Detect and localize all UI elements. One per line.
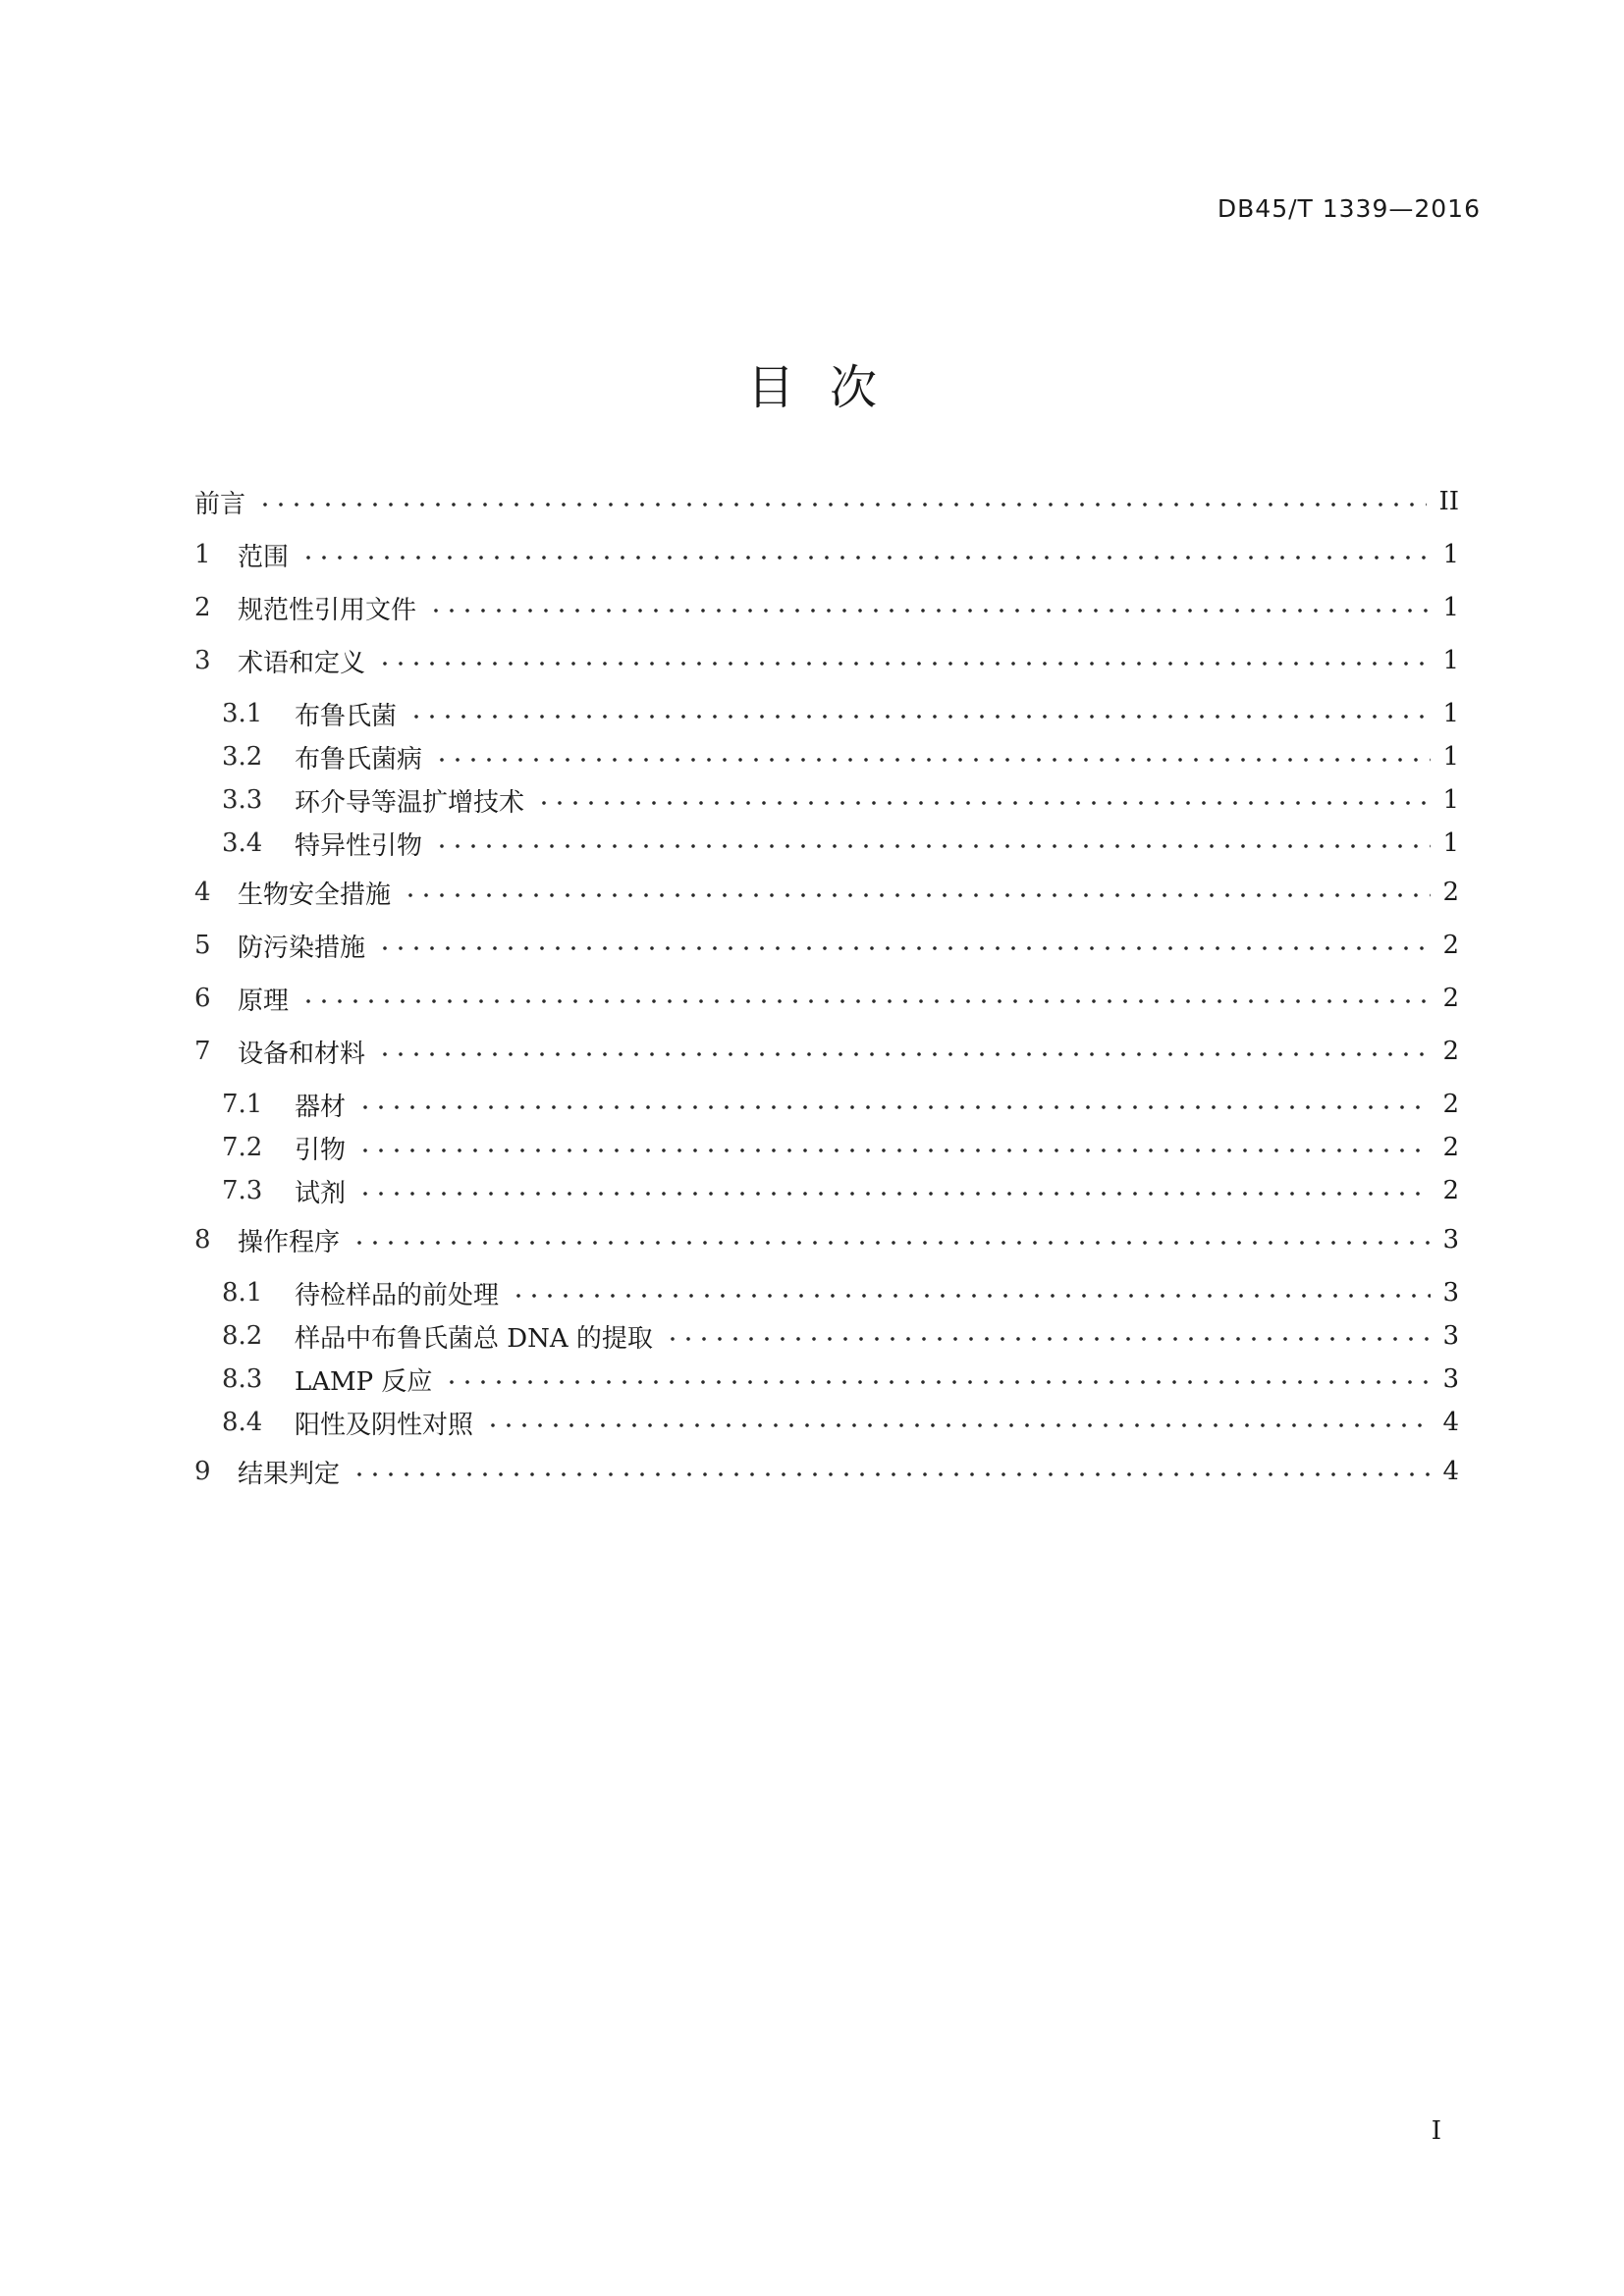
toc-entry-page: 2	[1442, 1176, 1459, 1205]
toc-entry-label: 样品中布鲁氏菌总 DNA 的提取	[295, 1323, 653, 1354]
toc-entry-number: 7.1	[222, 1090, 263, 1119]
toc-entry[interactable]	[194, 872, 1459, 913]
toc-dot-leader	[257, 489, 1427, 514]
toc-dot-leader	[352, 1459, 1431, 1484]
toc-entry[interactable]	[194, 1084, 1459, 1125]
toc-dot-leader	[403, 880, 1431, 905]
toc-dot-leader	[444, 1366, 1431, 1392]
toc-entry[interactable]	[194, 481, 1459, 522]
toc-entry-number: 3.2	[222, 742, 263, 772]
toc-entry-number: 3.3	[222, 785, 263, 815]
toc-entry[interactable]	[194, 1451, 1459, 1492]
toc-entry-label: 待检样品的前处理	[295, 1280, 500, 1310]
toc-entry-number: 8.3	[222, 1364, 263, 1394]
toc-entry-number: 7.2	[222, 1133, 263, 1162]
toc-entry-number: 4	[194, 878, 211, 907]
toc-dot-leader	[428, 595, 1431, 620]
toc-entry-label: 设备和材料	[238, 1039, 366, 1069]
toc-entry-label: 试剂	[295, 1178, 347, 1208]
toc-entry-page: 2	[1442, 984, 1459, 1013]
toc-entry-number: 2	[194, 593, 211, 622]
toc-entry-label: 器材	[295, 1092, 347, 1122]
toc-entry-label: 范围	[238, 542, 290, 572]
toc-dot-leader	[357, 1135, 1431, 1160]
toc-entry-page: 1	[1442, 699, 1459, 728]
toc-entry-label: 前言	[194, 489, 246, 519]
toc-entry-label: 阳性及阴性对照	[295, 1410, 474, 1440]
toc-dot-leader	[434, 744, 1431, 770]
toc-entry-label: 操作程序	[238, 1227, 341, 1257]
toc-entry[interactable]	[194, 978, 1459, 1019]
toc-entry-number: 8.4	[222, 1408, 263, 1437]
toc-entry[interactable]	[194, 1219, 1459, 1260]
toc-entry[interactable]	[194, 823, 1459, 864]
toc-entry-number: 3.1	[222, 699, 263, 728]
toc-entry[interactable]	[194, 640, 1459, 681]
toc-entry[interactable]	[194, 693, 1459, 734]
toc-entry-page: 3	[1442, 1225, 1459, 1255]
toc-dot-leader	[408, 701, 1431, 726]
toc-entry-page: 1	[1442, 785, 1459, 815]
toc-dot-leader	[536, 787, 1431, 813]
toc-entry[interactable]	[194, 1031, 1459, 1072]
toc-entry-number: 5	[194, 931, 211, 960]
toc-title: 目次	[746, 360, 912, 415]
toc-entry-number: 8.1	[222, 1278, 263, 1308]
toc-entry-label: 原理	[238, 986, 290, 1016]
toc-entry-page: 3	[1442, 1278, 1459, 1308]
toc-entry-label: 生物安全措施	[238, 880, 392, 910]
toc-entry-page: 1	[1442, 593, 1459, 622]
toc-entry[interactable]	[194, 1402, 1459, 1443]
toc-entry[interactable]	[194, 587, 1459, 628]
toc-dot-leader	[357, 1092, 1431, 1117]
document-code: DB45/T 1339—2016	[1217, 194, 1481, 223]
toc-entry-page: 2	[1442, 931, 1459, 960]
toc-entry-label: 布鲁氏菌病	[295, 744, 423, 774]
toc-entry-page: 2	[1442, 1133, 1459, 1162]
toc-entry-label: 结果判定	[238, 1459, 341, 1489]
toc-entry-page: 2	[1442, 1037, 1459, 1066]
toc-entry[interactable]	[194, 925, 1459, 966]
toc-entry-page: 1	[1442, 646, 1459, 675]
toc-entry-page: 3	[1442, 1364, 1459, 1394]
toc-entry-number: 8.2	[222, 1321, 263, 1351]
toc-entry[interactable]	[194, 1272, 1459, 1313]
toc-entry-number: 3.4	[222, 828, 263, 858]
toc-entry-number: 8	[194, 1225, 211, 1255]
toc-dot-leader	[300, 542, 1431, 567]
toc-entry-label: 布鲁氏菌	[295, 701, 398, 731]
toc-entry-page: 4	[1442, 1457, 1459, 1486]
toc-dot-leader	[511, 1280, 1431, 1306]
toc-entry[interactable]	[194, 1315, 1459, 1357]
toc-entry-number: 6	[194, 984, 211, 1013]
toc-entry[interactable]	[194, 736, 1459, 777]
toc-entry-page: 1	[1442, 828, 1459, 858]
toc-entry-label: 规范性引用文件	[238, 595, 417, 625]
toc-dot-leader	[377, 648, 1431, 673]
toc-entry-label: 环介导等温扩增技术	[295, 787, 525, 818]
toc-entry-page: 3	[1442, 1321, 1459, 1351]
toc-dot-leader	[665, 1323, 1432, 1349]
toc-entry-page: II	[1438, 487, 1459, 516]
toc-entry[interactable]	[194, 534, 1459, 575]
toc-dot-leader	[377, 1039, 1431, 1064]
toc-entry[interactable]	[194, 779, 1459, 821]
toc-entry-label: LAMP 反应	[295, 1366, 433, 1397]
toc-entry[interactable]	[194, 1170, 1459, 1211]
toc-entry[interactable]	[194, 1127, 1459, 1168]
toc-dot-leader	[434, 830, 1431, 856]
toc-entry-page: 2	[1442, 878, 1459, 907]
toc-entry-number: 1	[194, 540, 211, 569]
toc-entry-label: 引物	[295, 1135, 347, 1165]
toc-entry-page: 2	[1442, 1090, 1459, 1119]
toc-entry-page: 4	[1442, 1408, 1459, 1437]
toc-entry-number: 3	[194, 646, 211, 675]
toc-entry-label: 防污染措施	[238, 933, 366, 963]
toc-entry-number: 7.3	[222, 1176, 263, 1205]
toc-dot-leader	[300, 986, 1431, 1011]
toc-entry[interactable]	[194, 1359, 1459, 1400]
toc-entry-label: 特异性引物	[295, 830, 423, 861]
toc-entry-number: 7	[194, 1037, 211, 1066]
page-number: I	[1431, 2116, 1441, 2146]
toc-entry-label: 术语和定义	[238, 648, 366, 678]
toc-entry-number: 9	[194, 1457, 211, 1486]
toc-entry-page: 1	[1442, 742, 1459, 772]
toc-dot-leader	[377, 933, 1431, 958]
toc-entry-page: 1	[1442, 540, 1459, 569]
toc-dot-leader	[485, 1410, 1431, 1435]
toc-dot-leader	[352, 1227, 1431, 1253]
toc-dot-leader	[357, 1178, 1431, 1203]
